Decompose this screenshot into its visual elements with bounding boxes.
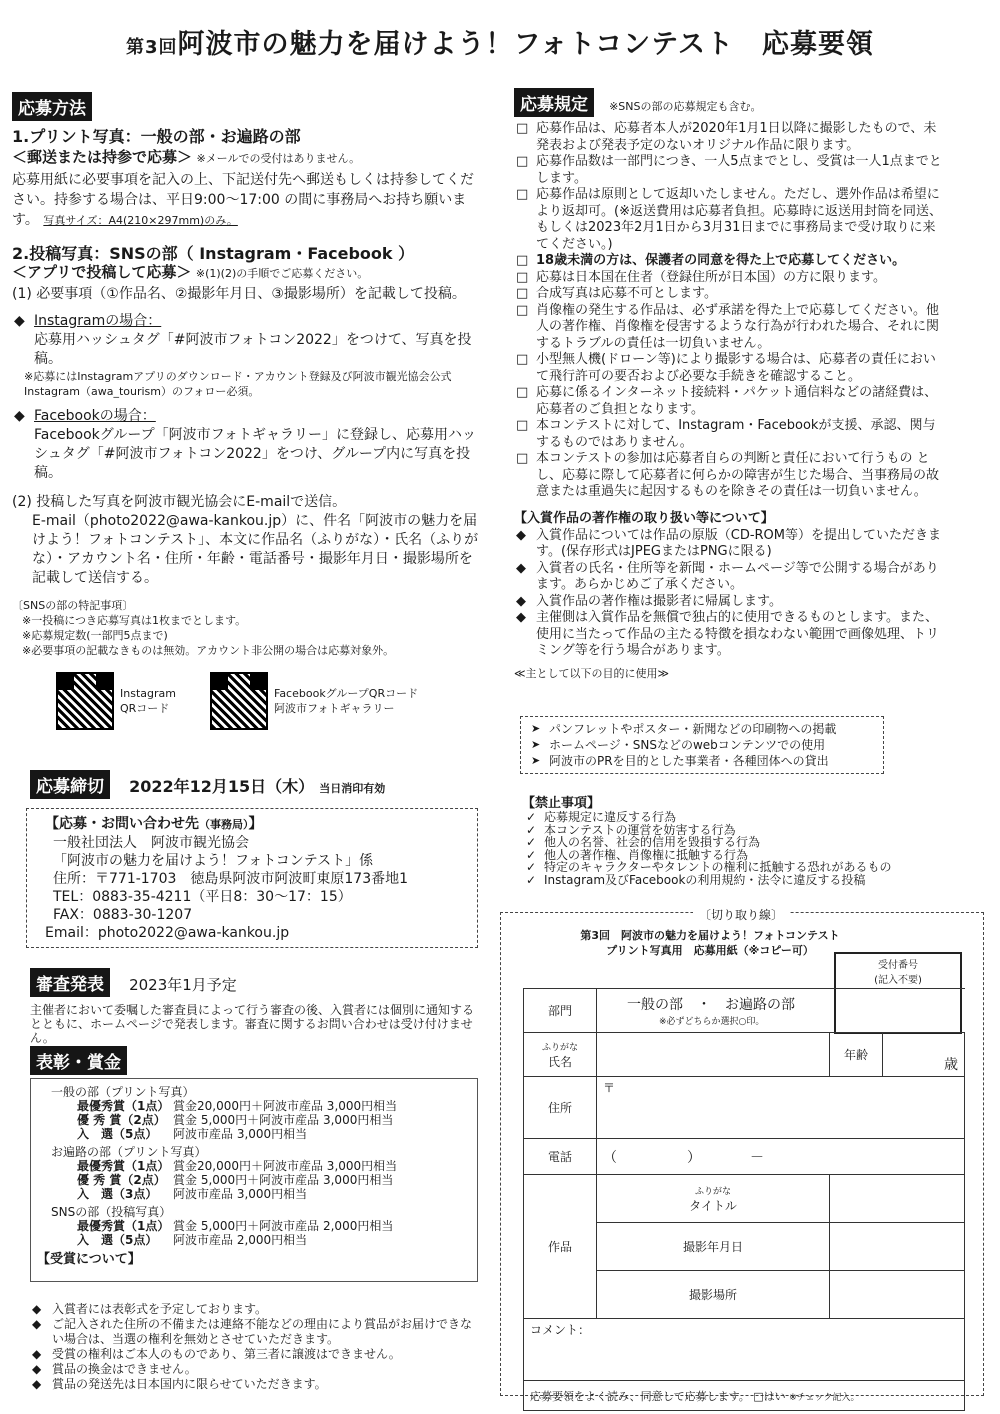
award-group-name: お遍路の部（プリント写真） bbox=[51, 1145, 207, 1159]
rule-item: □ 応募作品は原則として返却いたしません。ただし、選外作品は希望により返却可。(※返送費用は応募者負担。応募時に返送用封筒を同送、もしくは2023年2月1日から3月31日までに事務局まで受け取りに来てください。) bbox=[514, 187, 944, 253]
contact-address: 住所：〒771-1703 徳島県阿波市阿波町東原173番地1 bbox=[53, 871, 409, 887]
copyright-list bbox=[514, 528, 944, 660]
name-label: 氏名 bbox=[547, 1054, 572, 1069]
instagram-qr-label: Instagram QRコード bbox=[120, 687, 176, 715]
award-rank: 入 選（3点） bbox=[77, 1187, 158, 1201]
contact-line-1: 「阿波市の魅力を届けよう！フォトコンテスト」係 bbox=[53, 853, 374, 869]
sns-special-0: ※一投稿につき応募写真は1枚までとします。 bbox=[22, 614, 247, 627]
division-label: 部門 bbox=[524, 989, 597, 1033]
shoot-date-field[interactable] bbox=[830, 1223, 965, 1271]
copyright-title: 【入賞作品の著作権の取り扱い等について】 bbox=[514, 510, 774, 526]
rules-section bbox=[514, 88, 944, 681]
prohibited-list bbox=[522, 811, 942, 886]
usage-box bbox=[520, 716, 884, 774]
award-rank: 優 秀 賞（2点） bbox=[77, 1113, 166, 1127]
award-group-name: SNSの部（投稿写真） bbox=[51, 1205, 172, 1219]
contact-title-sub: （事務局） bbox=[199, 818, 249, 831]
age-field[interactable] bbox=[883, 1033, 965, 1077]
award-prize: 賞金20,000円＋阿波市産品 3,000円相当 bbox=[173, 1099, 398, 1113]
form-title-1: 第3回 阿波市の魅力を届けよう！フォトコンテスト bbox=[580, 929, 840, 942]
judging-body: 主催者において委嘱した審査員によって行う審査の後、入賞者には個別に通知するとともに、ホームページで発表します。審査に関するお問い合わせは受け付けません。 bbox=[30, 1003, 475, 1045]
facebook-qr-label-2: 阿波市フォトギャラリー bbox=[274, 702, 395, 715]
judging-date: 2023年1月予定 bbox=[129, 976, 237, 994]
work-title-field[interactable] bbox=[830, 1175, 965, 1223]
prohibited-title: 【禁止事項】 bbox=[522, 796, 601, 811]
shoot-place-label: 撮影場所 bbox=[597, 1271, 830, 1319]
award-rank: 入 選（5点） bbox=[77, 1127, 158, 1141]
method-header: 応募方法 bbox=[12, 92, 92, 121]
sns-special-title: 〔SNSの部の特記事項〕 bbox=[12, 599, 134, 612]
form-table bbox=[523, 988, 965, 1411]
award-prize: 賞金 5,000円＋阿波市産品 3,000円相当 bbox=[173, 1113, 394, 1127]
form-title-2: プリント写真用 応募用紙（※コピー可） bbox=[606, 944, 814, 957]
instagram-item bbox=[12, 312, 480, 399]
prohibited-section bbox=[522, 792, 942, 886]
rule-item: □ 応募に係るインターネット接続料・パケット通信料などの諸経費は、応募者のご負担となります。 bbox=[514, 385, 944, 418]
print-sub: ＜郵送または持参で応募＞ bbox=[12, 148, 193, 166]
prohibited-item: ✓ 他人の著作権、肖像権に抵触する行為 bbox=[522, 849, 942, 862]
rule-item: □ 応募作品は、応募者本人が2020年1月1日以降に撮影したもので、未発表および発表予定のないオリジナル作品に限ります。 bbox=[514, 121, 944, 154]
rule-item: □ 応募作品数は一部門につき、一人5点までとし、受賞は一人1点までとします。 bbox=[514, 154, 944, 187]
rule-item: □ 18歳未満の方は、保護者の同意を得た上で応募してください。 bbox=[514, 253, 944, 270]
address-label: 住所 bbox=[524, 1077, 597, 1139]
shoot-date-label: 撮影年月日 bbox=[597, 1223, 830, 1271]
contact-box bbox=[26, 808, 478, 948]
award-prize: 賞金 5,000円＋阿波市産品 3,000円相当 bbox=[173, 1173, 394, 1187]
prohibited-item: ✓ 応募規定に違反する行為 bbox=[522, 811, 942, 824]
cut-line-wrap bbox=[500, 904, 982, 923]
instagram-body: 応募用ハッシュタグ「#阿波市フォトコン2022」をつけて、写真を投稿。 bbox=[34, 332, 472, 367]
prohibited-item: ✓ 特定のキャラクターやタレントの権利に抵触する恐れがあるもの bbox=[522, 861, 942, 874]
division-field[interactable] bbox=[597, 989, 965, 1033]
rule-item: □ 応募は日本国在住者（登録住所が日本国）の方に限ります。 bbox=[514, 270, 944, 287]
print-heading: 1.プリント写真：一般の部・お遍路の部 bbox=[12, 127, 301, 146]
facebook-body: Facebookグループ「阿波市フォトギャラリー」に登録し、応募用ハッシュタグ「#阿波市フォトコン2022」をつけ、グループ内に写真を投稿。 bbox=[34, 427, 476, 481]
shoot-place-field[interactable] bbox=[830, 1271, 965, 1319]
work-label: 作品 bbox=[524, 1175, 597, 1319]
deadline-suffix: 当日消印有効 bbox=[319, 782, 386, 795]
award-group-name: 一般の部（プリント写真） bbox=[51, 1085, 195, 1099]
facebook-title: ◆ Facebookの場合： bbox=[34, 408, 156, 424]
phone-label: 電話 bbox=[524, 1139, 597, 1175]
step2-body: E-mail（photo2022@awa-kankou.jp）に、件名「阿波市の魅力を届けよう！フォトコンテスト」、本文に作品名（ふりがな）・氏名（ふりがな）・アカウント名・住所・年齢・電話番号・撮影年月日・撮影場所を記載して送信する。 bbox=[32, 513, 479, 586]
award-rank: 最優秀賞（1点） bbox=[77, 1099, 170, 1113]
phone-value: （ ） － bbox=[603, 1149, 764, 1166]
agree-text[interactable]: 応募要領をよく読み、同意して応募します。 □はい bbox=[530, 1389, 786, 1403]
rule-item: □ 合成写真は応募不可とします。 bbox=[514, 286, 944, 303]
rules-header-note: ※SNSの部の応募規定も含む。 bbox=[609, 100, 762, 113]
awards-section bbox=[30, 1046, 480, 1075]
award-prize: 阿波市産品 3,000円相当 bbox=[173, 1127, 308, 1141]
award-rank: 最優秀賞（1点） bbox=[77, 1219, 170, 1233]
rule-item: □ 本コンテストに対して、Instagram・Facebookが支援、承認、関与するものではありません。 bbox=[514, 418, 944, 451]
receive-item: ◆ 賞品の換金はできません。 bbox=[30, 1362, 480, 1377]
usage-title: ≪主として以下の目的に使用≫ bbox=[514, 666, 670, 680]
sns-sub: ＜アプリで投稿して応募＞ bbox=[12, 263, 192, 281]
print-size: 写真サイズ：A4(210×297mm)のみ。 bbox=[43, 214, 238, 227]
application-method-section bbox=[12, 92, 480, 730]
receive-item: ◆ 受賞の権利はご本人のものであり、第三者に譲渡はできません。 bbox=[30, 1347, 480, 1362]
instagram-qr-code[interactable] bbox=[56, 672, 114, 730]
age-label: 年齢 bbox=[830, 1033, 883, 1077]
step2: (2) 投稿した写真を阿波市観光協会にE-mailで送信。 bbox=[12, 494, 347, 510]
name-field[interactable] bbox=[597, 1033, 830, 1077]
division-note: ※必ずどちらか選択○印。 bbox=[659, 1017, 765, 1027]
prohibited-item: ✓ Instagram及びFacebookの利用規約・法令に違反する投稿 bbox=[522, 874, 942, 887]
contact-fax: FAX：0883-30-1207 bbox=[53, 907, 193, 923]
receipt-label: 受付番号 bbox=[878, 960, 918, 971]
page-title: 第3回阿波市の魅力を届けよう！フォトコンテスト 応募要領 bbox=[125, 29, 875, 60]
agree-note: ※チェック記入。 bbox=[789, 1392, 860, 1403]
rules-list bbox=[514, 121, 944, 501]
name-furigana: ふりがな bbox=[541, 1042, 578, 1053]
copyright-item: ◆ 入賞作品の著作権は撮影者に帰属します。 bbox=[514, 594, 944, 611]
step1: (1) 必要事項（①作品名、②撮影年月日、③撮影場所）を記載して投稿。 bbox=[12, 286, 466, 302]
facebook-qr-code[interactable] bbox=[210, 672, 268, 730]
receive-item: ◆ 賞品の発送先は日本国内に限らせていただきます。 bbox=[30, 1377, 480, 1392]
copyright-item: ◆ 入賞者の氏名・住所等を新聞・ホームページ等で公開する場合があります。あらかじめご了承ください。 bbox=[514, 561, 944, 594]
rule-item: □ 本コンテストの参加は応募者自らの判断と責任において行うもの とし、応募に際して応募者に何らかの障害が生じた場合、当事務局の故意または重過失に起因するものを除きその責任は一切負いません。 bbox=[514, 451, 944, 501]
judging-header: 審査発表 bbox=[30, 968, 110, 997]
usage-item: ➤ パンフレットやポスター・新聞などの印刷物への掲載 bbox=[527, 721, 883, 737]
judging-section bbox=[30, 968, 480, 1045]
copyright-item: ◆ 主催側は入賞作品を無償で独占的に使用できるものとします。また、使用に当たって作品の主たる特徴を損なわない範囲で画像処理、トリミング等を行う場合があります。 bbox=[514, 610, 944, 660]
facebook-item bbox=[12, 407, 480, 483]
title-label: タイトル bbox=[689, 1198, 737, 1213]
prohibited-item: ✓ 他人の名誉、社会的信用を毀損する行為 bbox=[522, 836, 942, 849]
award-prize: 賞金 5,000円＋阿波市産品 2,000円相当 bbox=[173, 1219, 394, 1233]
receive-item: ◆ 入賞者には表彰式を予定しております。 bbox=[30, 1302, 480, 1317]
prohibited-item: ✓ 本コンテストの運営を妨害する行為 bbox=[522, 824, 942, 837]
award-prize: 阿波市産品 3,000円相当 bbox=[173, 1187, 308, 1201]
sns-sub-note: ※(1)(2)の手順でご応募ください。 bbox=[195, 267, 369, 280]
contact-tel: TEL：0883-35-4211（平日8：30～17：15） bbox=[53, 889, 352, 905]
address-mark: 〒 bbox=[603, 1081, 616, 1095]
contact-title: 【応募・お問い合わせ先 bbox=[45, 816, 199, 832]
print-body: 応募用紙に必要事項を記入の上、下記送付先へ郵送もしくは持参してください。持参する場合は、平日9:00～17:00 の間に事務局へお持ち願います。 bbox=[12, 172, 474, 228]
usage-item: ➤ ホームページ・SNSなどのwebコンテンツでの使用 bbox=[527, 737, 883, 753]
usage-item: ➤ 阿波市のPRを目的とした事業者・各種団体への貸出 bbox=[527, 753, 883, 769]
rule-item: □ 小型無人機(ドローン等)により撮影する場合は、応募者の責任において飛行許可の要否および必要な手続きを確認すること。 bbox=[514, 352, 944, 385]
deadline-section bbox=[30, 770, 480, 799]
deadline-header: 応募締切 bbox=[30, 770, 110, 799]
award-rank: 優 秀 賞（2点） bbox=[77, 1173, 166, 1187]
age-unit: 歳 bbox=[944, 1057, 958, 1073]
instagram-title: ◆ Instagramの場合： bbox=[34, 313, 162, 329]
sns-special-2: ※必要事項の記載なきものは無効。アカウント非公開の場合は応募対象外。 bbox=[22, 644, 395, 657]
contact-line-0: 一般社団法人 阿波市観光協会 bbox=[53, 835, 249, 851]
facebook-qr-label: FacebookグループQRコード bbox=[274, 687, 419, 700]
receive-list bbox=[30, 1302, 480, 1392]
division-value: 一般の部 ・ お遍路の部 bbox=[627, 997, 795, 1013]
receive-item: ◆ ご記入された住所の不備または連絡不能などの理由により賞品がお届けできない場合は、当選の権利を無効とさせていただきます。 bbox=[30, 1317, 480, 1347]
award-rank: 最優秀賞（1点） bbox=[77, 1159, 170, 1173]
rules-header: 応募規定 bbox=[514, 88, 594, 117]
award-prize: 阿波市産品 2,000円相当 bbox=[173, 1233, 308, 1247]
contact-title-end: 】 bbox=[248, 816, 263, 832]
copyright-item: ◆ 入賞作品については作品の原版（CD-ROM等）を提出していただきます。(保存形式はJPEGまたはPNGに限る) bbox=[514, 528, 944, 561]
receipt-note: (記入不要) bbox=[874, 975, 922, 986]
address-field[interactable] bbox=[597, 1077, 965, 1139]
title-furigana: ふりがな bbox=[694, 1186, 731, 1197]
sns-special-1: ※応募規定数(一部門5点まで) bbox=[22, 629, 168, 642]
receive-title: 【受賞について】 bbox=[37, 1252, 141, 1267]
sns-heading: 2.投稿写真：SNSの部（ Instagram・Facebook ） bbox=[12, 244, 415, 263]
award-prize: 賞金20,000円＋阿波市産品 3,000円相当 bbox=[173, 1159, 398, 1173]
awards-box bbox=[30, 1078, 478, 1282]
comment-field[interactable] bbox=[524, 1319, 965, 1381]
awards-header: 表彰・賞金 bbox=[30, 1046, 127, 1075]
instagram-note: ※応募にはInstagramアプリのダウンロード・アカウント登録及び阿波市観光協会公式Instagram（awa_tourism）のフォロー必須。 bbox=[24, 370, 452, 398]
print-sub-note: ※メールでの受付はありません。 bbox=[196, 152, 361, 165]
comment-label: コメント： bbox=[530, 1323, 591, 1337]
contact-email[interactable]: Email：photo2022@awa-kankou.jp bbox=[45, 925, 290, 941]
phone-field[interactable] bbox=[597, 1139, 965, 1175]
rule-item: □ 肖像権の発生する作品は、必ず承諾を得た上で応募してください。他人の著作権、肖像権を侵害するような行為が行われた場合、それに関するトラブルの責任は一切負いません。 bbox=[514, 303, 944, 353]
deadline-date: 2022年12月15日（木） bbox=[129, 777, 315, 796]
award-rank: 入 選（5点） bbox=[77, 1233, 158, 1247]
cut-line-label: 〔切り取り線〕 bbox=[693, 908, 789, 922]
